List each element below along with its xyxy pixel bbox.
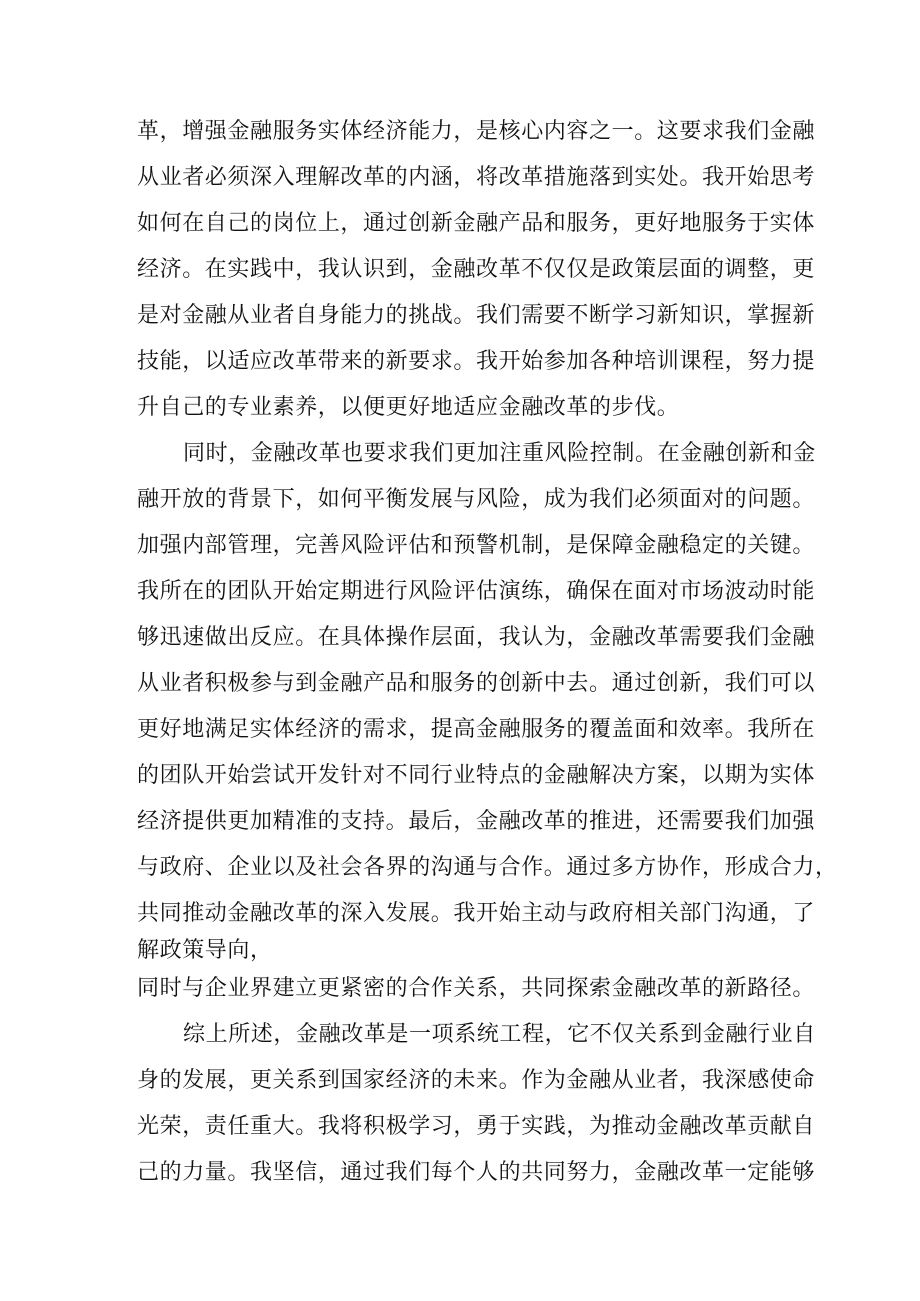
text-line: 我所在的团队开始定期进行风险评估演练，确保在面对市场波动时能	[137, 579, 816, 604]
text-line: 解政策导向，	[137, 938, 273, 963]
text-line: 是对金融从业者自身能力的挑战。我们需要不断学习新知识，掌握新	[137, 303, 816, 328]
text-line: 的团队开始尝试开发针对不同行业特点的金融解决方案，以期为实体	[137, 763, 816, 788]
text-line: 己的力量。我坚信，通过我们每个人的共同努力，金融改革一定能够	[137, 1160, 816, 1185]
text-line: 综上所述，金融改革是一项系统工程，它不仅关系到金融行业自	[183, 1022, 816, 1047]
text-line: 经济。在实践中，我认识到，金融改革不仅仅是政策层面的调整，更	[137, 257, 816, 282]
text-line: 同时与企业界建立更紧密的合作关系，共同探索金融改革的新路径。	[137, 976, 816, 1001]
text-line: 够迅速做出反应。在具体操作层面，我认为，金融改革需要我们金融	[137, 625, 816, 650]
text-line: 升自己的专业素养，以便更好地适应金融改革的步伐。	[137, 395, 680, 420]
text-line: 革，增强金融服务实体经济能力，是核心内容之一。这要求我们金融	[137, 119, 816, 144]
text-line: 技能，以适应改革带来的新要求。我开始参加各种培训课程，努力提	[137, 349, 816, 374]
text-line: 更好地满足实体经济的需求，提高金融服务的覆盖面和效率。我所在	[137, 717, 816, 742]
text-line: 同时，金融改革也要求我们更加注重风险控制。在金融创新和金	[183, 441, 816, 466]
text-line: 融开放的背景下，如何平衡发展与风险，成为我们必须面对的问题。	[137, 487, 816, 512]
text-line: 如何在自己的岗位上，通过创新金融产品和服务，更好地服务于实体	[137, 211, 816, 236]
text-line: 加强内部管理，完善风险评估和预警机制，是保障金融稳定的关键。	[137, 533, 816, 558]
text-line: 从业者积极参与到金融产品和服务的创新中去。通过创新，我们可以	[137, 671, 816, 696]
text-line: 光荣，责任重大。我将积极学习，勇于实践，为推动金融改革贡献自	[137, 1114, 816, 1139]
text-line: 从业者必须深入理解改革的内涵，将改革措施落到实处。我开始思考	[137, 165, 816, 190]
text-line: 经济提供更加精准的支持。最后，金融改革的推进，还需要我们加强	[137, 809, 816, 834]
text-line: 共同推动金融改革的深入发展。我开始主动与政府相关部门沟通，了	[137, 901, 816, 926]
text-line: 与政府、企业以及社会各界的沟通与合作。通过多方协作，形成合力，	[137, 855, 838, 880]
text-line: 身的发展，更关系到国家经济的未来。作为金融从业者，我深感使命	[137, 1068, 816, 1093]
